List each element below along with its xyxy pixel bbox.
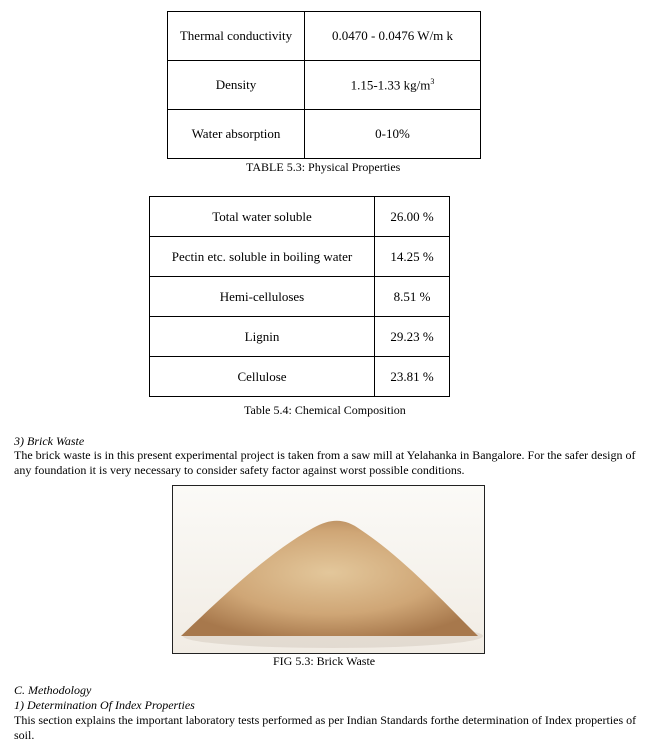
- brick-waste-photo: [172, 485, 485, 654]
- table-row: [168, 110, 481, 159]
- table-cell: Hemi-celluloses: [150, 277, 375, 317]
- chemical-composition-table: [149, 196, 450, 397]
- table-caption: TABLE 5.3: Physical Properties: [246, 160, 401, 174]
- table-row: [168, 12, 481, 61]
- body-paragraph: The brick waste is in this present experimental project is taken from a saw mill at Yelahanka in Bangalore. For the safer design of any foundation it is very necessary to consider safety factor against worst possible conditions.: [14, 448, 636, 477]
- table-cell: Lignin: [150, 317, 375, 357]
- sand-pile: [181, 521, 478, 636]
- figure-caption: FIG 5.3: Brick Waste: [273, 654, 376, 668]
- physical-properties-table: [167, 11, 481, 159]
- body-paragraph: This section explains the important laboratory tests performed as per Indian Standards forthe determination of Index properties of soil.: [14, 713, 637, 742]
- section-heading: 3) Brick Waste: [14, 434, 85, 448]
- table-cell: Cellulose: [150, 357, 375, 397]
- density-value: 1.15-1.33 kg/m: [350, 77, 431, 93]
- table-cell: 26.00 %: [375, 197, 450, 237]
- table-caption: Table 5.4: Chemical Composition: [244, 403, 406, 417]
- section-heading: C. Methodology: [14, 683, 92, 697]
- table-cell: Density: [168, 61, 305, 110]
- table-cell: Total water soluble: [150, 197, 375, 237]
- superscript: 3: [430, 76, 435, 86]
- table-row: [150, 237, 450, 277]
- table-cell: 8.51 %: [375, 277, 450, 317]
- table-cell: Pectin etc. soluble in boiling water: [150, 237, 375, 277]
- table-row: [150, 197, 450, 237]
- table-cell: 23.81 %: [375, 357, 450, 397]
- table-row: [168, 61, 481, 110]
- table-cell: 14.25 %: [375, 237, 450, 277]
- table-row: [150, 277, 450, 317]
- table-row: [150, 317, 450, 357]
- table-cell: 0.0470 - 0.0476 W/m k: [305, 12, 481, 61]
- table-cell: 29.23 %: [375, 317, 450, 357]
- table-cell: Thermal conductivity: [168, 12, 305, 61]
- table-row: [150, 357, 450, 397]
- table-cell: [305, 61, 481, 110]
- subsection-heading: 1) Determination Of Index Properties: [14, 698, 195, 712]
- sand-pile-illustration: [173, 486, 484, 653]
- table-cell: Water absorption: [168, 110, 305, 159]
- table-cell: 0-10%: [305, 110, 481, 159]
